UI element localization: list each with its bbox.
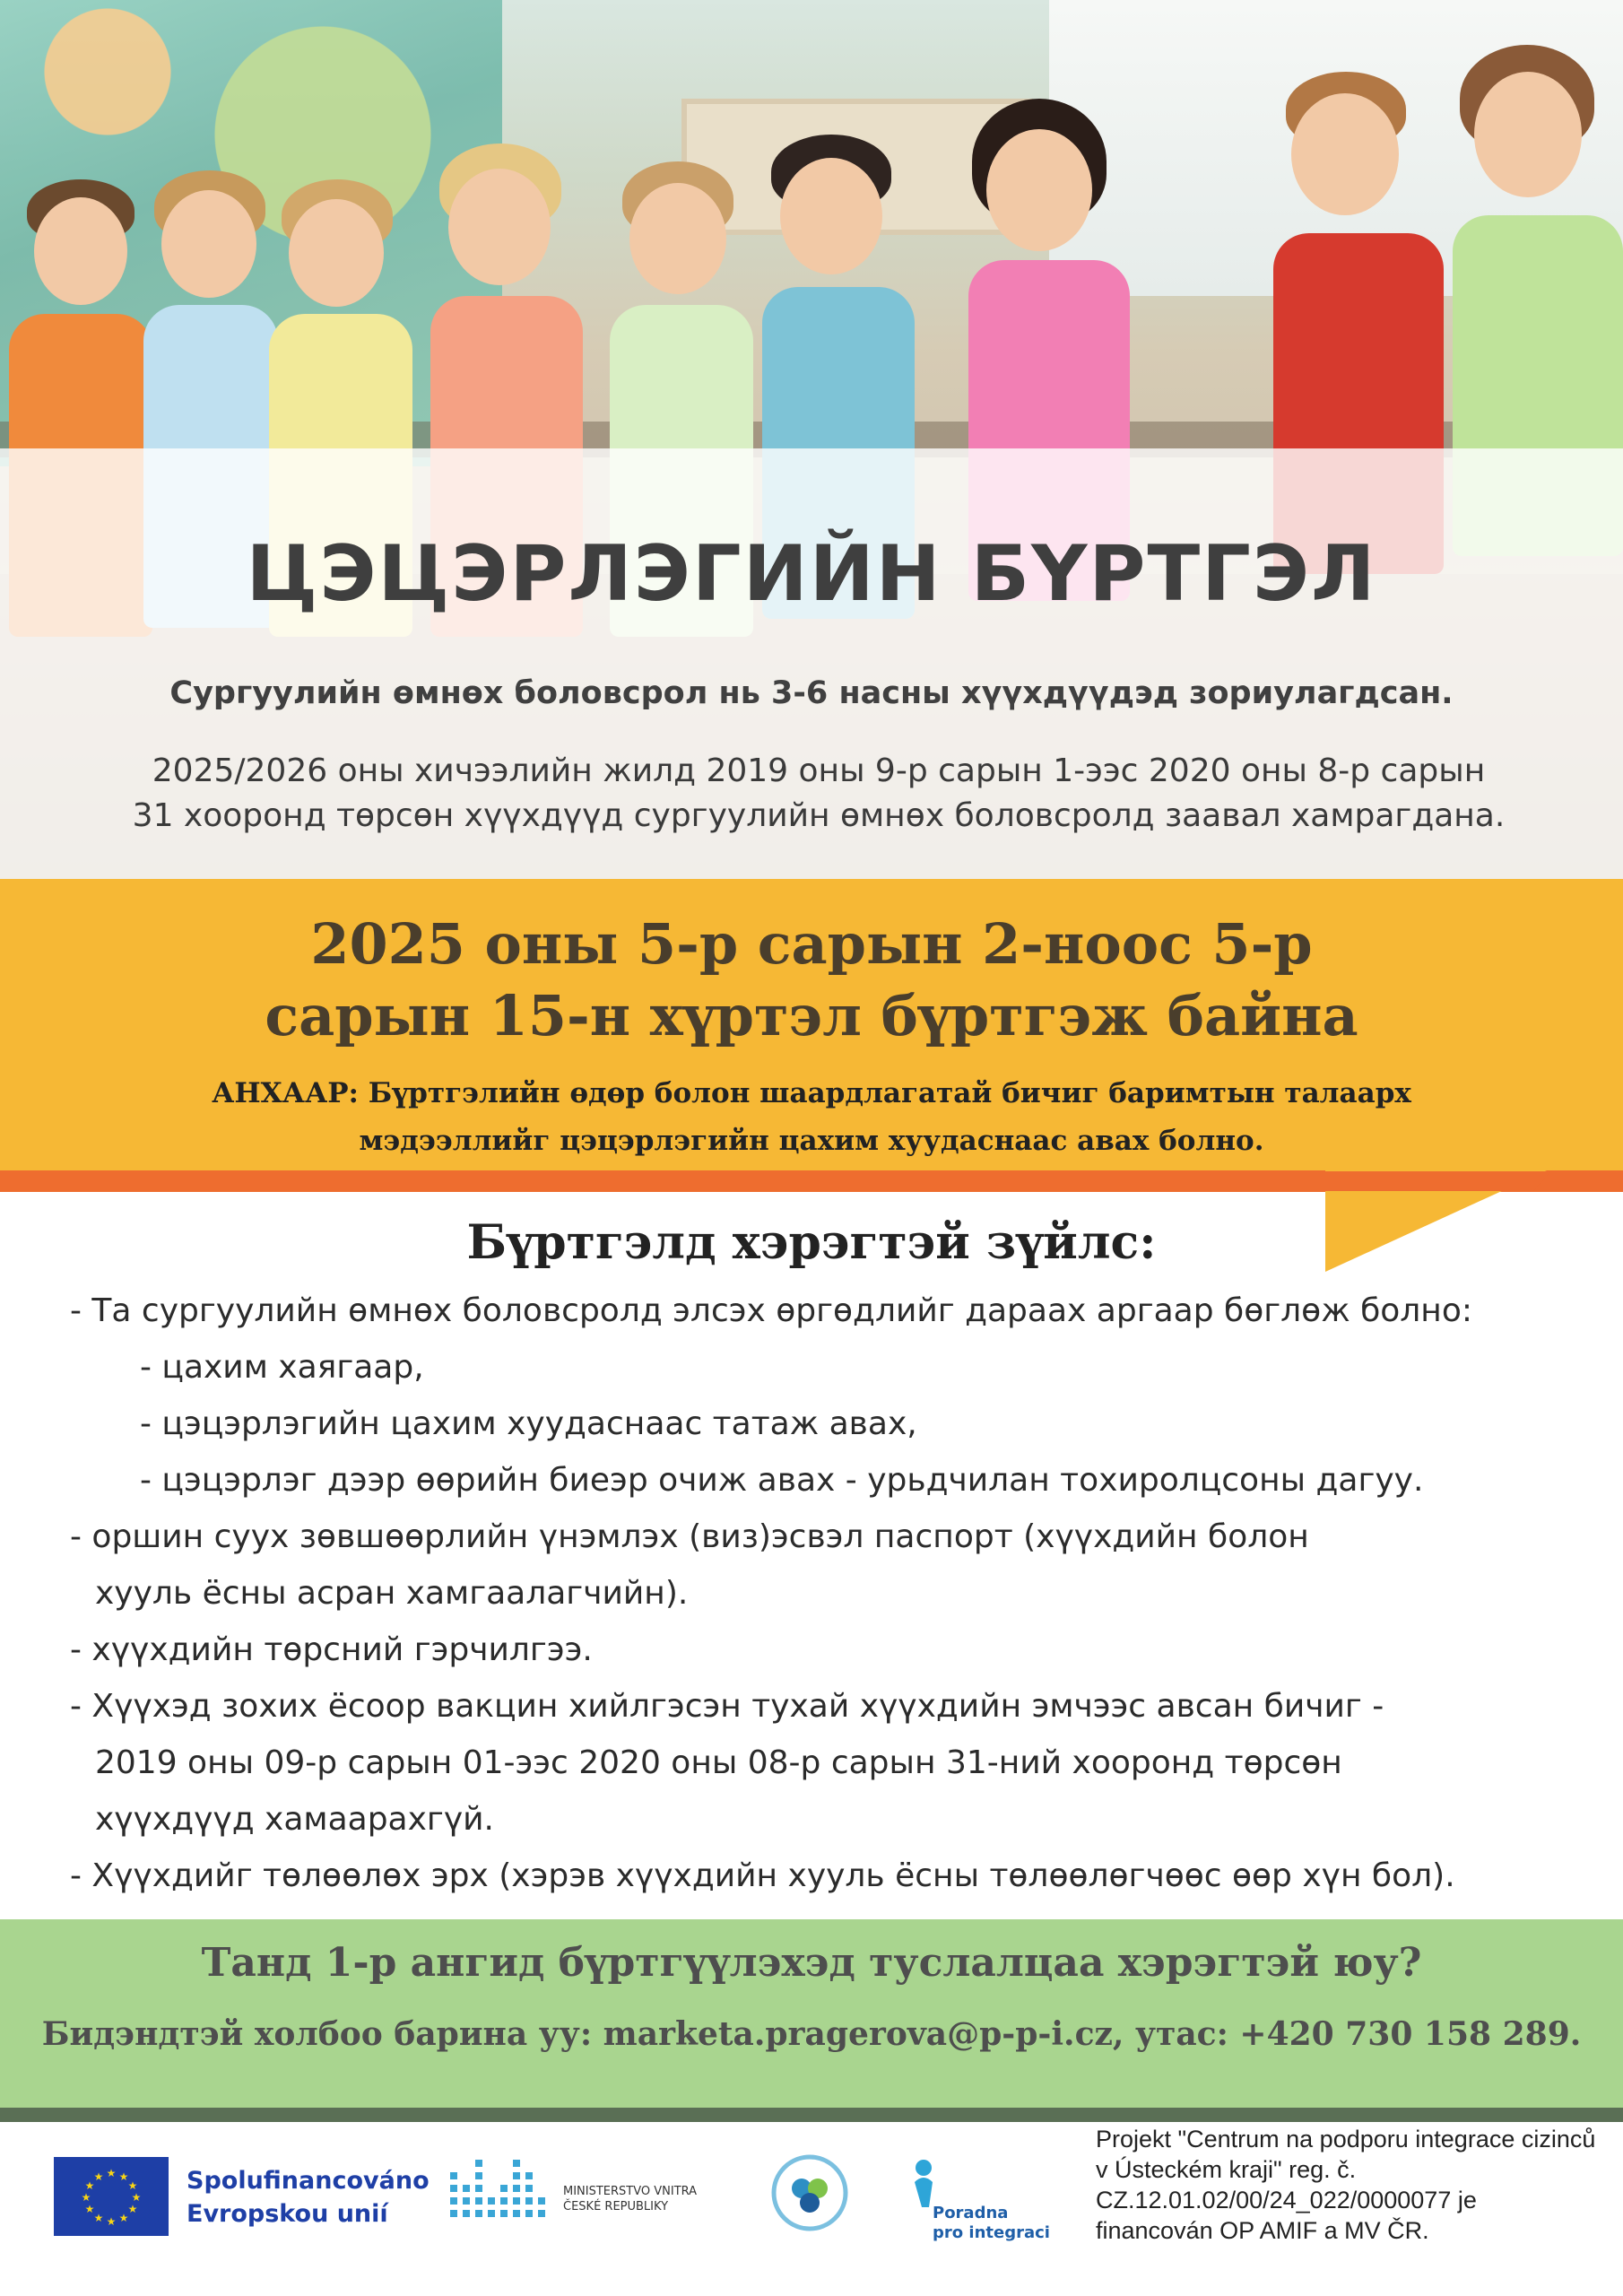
- list-item: хууль ёсны асран хамгаалагчийн).: [95, 1575, 689, 1612]
- poradna-text: [933, 2204, 1050, 2243]
- poradna-line: pro integraci: [933, 2223, 1050, 2242]
- list-item: - цахим хаягаар,: [140, 1349, 424, 1386]
- svg-text:★: ★: [84, 2203, 95, 2215]
- svg-text:★: ★: [118, 2212, 129, 2224]
- list-item: - оршин суух зөвшөөрлийн үнэмлэх (виз)эсвэл паспорт (хүүхдийн болон: [70, 1518, 1309, 1555]
- svg-text:★: ★: [93, 2212, 104, 2224]
- requirements-list: [70, 1283, 1594, 1904]
- requirements-title: Бүртгэлд хэрэгтэй зүйлс:: [466, 1215, 1157, 1270]
- ministry-logo: [448, 2154, 547, 2233]
- svg-text:★: ★: [81, 2191, 91, 2204]
- speech-tail-stripe: [1325, 1171, 1551, 1191]
- list-item: хүүхдүүд хамаарахгүй.: [95, 1801, 494, 1838]
- list-item: - хүүхдийн төрсний гэрчилгээ.: [70, 1631, 593, 1668]
- list-item: - цэцэрлэгийн цахим хуудаснаас татаж авах,: [140, 1405, 917, 1442]
- project-info: Projekt "Centrum na podporu integrace cizinců v Ústeckém kraji" reg. č. CZ.12.01.02/00/24_022/0000077 je financován OP AMIF a MV ČR.: [1096, 2126, 1596, 2244]
- list-item: - цэцэрлэг дээр өөрийн биеэр очиж авах - урьдчилан тохиролцсоны дагуу.: [140, 1462, 1424, 1499]
- svg-text:★: ★: [127, 2179, 138, 2192]
- svg-text:★: ★: [84, 2179, 95, 2192]
- list-item: - Хүүхэд зохих ёсоор вакцин хийлгэсэн тухай хүүхдийн эмчээс авсан бичиг -: [70, 1688, 1384, 1725]
- svg-text:★: ★: [131, 2191, 142, 2204]
- page-title: ЦЭЦЭРЛЭГИЙН БҮРТГЭЛ: [246, 529, 1377, 619]
- attention-line: АНХААР: Бүртгэлийн өдөр болон шаардлагатай бичиг баримтын талаарх: [212, 1077, 1411, 1109]
- eu-cofunding-text: [187, 2164, 430, 2231]
- eu-line: Evropskou unií: [187, 2200, 388, 2228]
- svg-text:★: ★: [106, 2167, 117, 2179]
- eu-flag-logo: [54, 2157, 169, 2236]
- poradna-logo: [906, 2155, 959, 2209]
- subtitle: Сургуулийн өмнөх боловсрол нь 3-6 насны хүүхдүүдэд зориулагдсан.: [169, 675, 1454, 711]
- list-item: - Та сургуулийн өмнөх боловсролд элсэх өргөдлийг дараах аргаар бөглөж болно:: [70, 1292, 1472, 1329]
- ministry-text: [563, 2184, 697, 2214]
- attention-line: мэдээллийг цэцэрлэгийн цахим хуудаснаас авах болно.: [359, 1125, 1264, 1157]
- poradna-line: Poradna: [933, 2204, 1009, 2222]
- date-line: 2025 оны 5-р сарын 2-ноос 5-р: [310, 911, 1313, 977]
- ministry-line: ČESKÉ REPUBLIKY: [563, 2200, 669, 2213]
- list-item: 2019 оны 09-р сарын 01-ээс 2020 оны 08-р сарын 31-ний хооронд төрсөн: [95, 1744, 1342, 1781]
- help-question: Танд 1-р ангид бүртгүүлэхэд туслалцаа хэрэгтэй юу?: [201, 1940, 1422, 1986]
- divider: [0, 2108, 1623, 2122]
- intro-text: [43, 749, 1594, 839]
- svg-text:★: ★: [127, 2203, 138, 2215]
- svg-text:★: ★: [118, 2170, 129, 2183]
- ministry-line: MINISTERSTVO VNITRA: [563, 2185, 698, 2198]
- eu-line: Spolufinancováno: [187, 2167, 430, 2195]
- svg-text:★: ★: [106, 2215, 117, 2228]
- registration-dates: [0, 909, 1623, 1052]
- intro-line: 31 хооронд төрсөн хүүхдүүд сургуулийн өмнөх боловсролд заавал хамрагдана.: [132, 797, 1506, 834]
- list-item: - Хүүхдийг төлөөлөх эрх (хэрэв хүүхдийн хууль ёсны төлөөлөгчөөс өөр хүн бол).: [70, 1857, 1455, 1894]
- contact-info: Бидэндтэй холбоо барина уу: marketa.pragerova@p-p-i.cz, утас: +420 730 158 289.: [41, 2015, 1582, 2053]
- intro-line: 2025/2026 оны хичээлийн жилд 2019 оны 9-р сарын 1-ээс 2020 оны 8-р сарын: [152, 752, 1486, 789]
- date-line: сарын 15-н хүртэл бүртгэж байна: [265, 983, 1358, 1048]
- svg-text:★: ★: [93, 2170, 104, 2183]
- centrum-logo: [769, 2152, 850, 2233]
- attention-note: [117, 1070, 1506, 1165]
